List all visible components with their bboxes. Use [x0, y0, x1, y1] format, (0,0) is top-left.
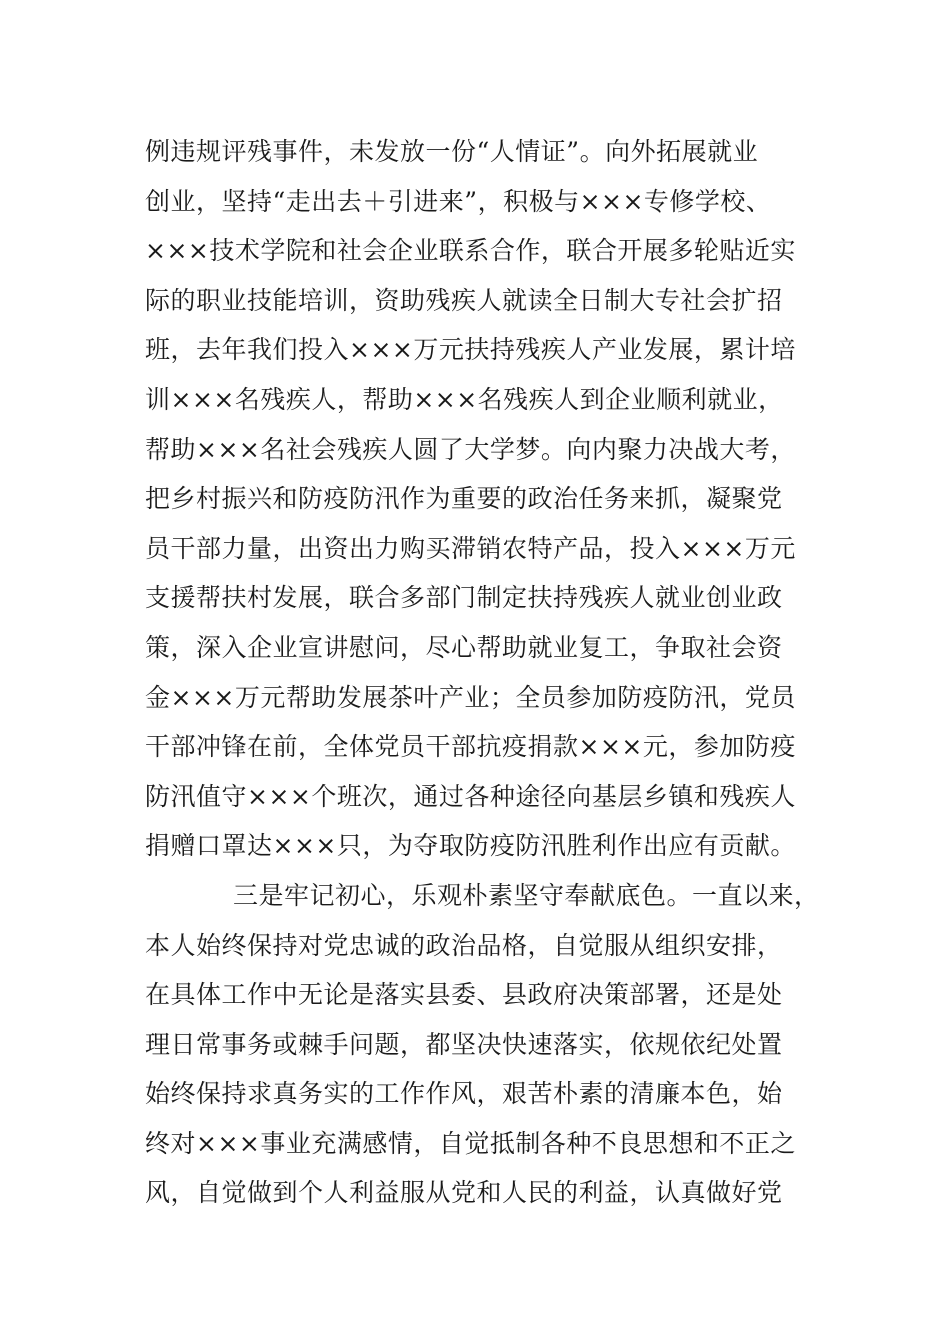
text-line: 例违规评残事件，未发放一份“人情证”。向外拓展就业	[145, 137, 759, 166]
text-line: 帮助×××名社会残疾人圆了大学梦。向内聚力决战大考，	[145, 434, 796, 464]
text-line: 支援帮扶村发展，联合多部门制定扶持残疾人就业创业政	[145, 583, 783, 613]
text-line: 干部冲锋在前，全体党员干部抗疫捐款×××元，参加防疫	[145, 732, 796, 762]
text-line: 训×××名残疾人，帮助×××名残疾人到企业顺利就业，	[145, 384, 784, 414]
paragraph-1	[145, 127, 825, 871]
text-line: 风，自觉做到个人利益服从党和人民的利益，认真做好党	[145, 1178, 783, 1208]
text-line: 理日常事务或棘手问题，都坚决快速落实，依规依纪处置	[145, 1029, 783, 1059]
text-line: 终对×××事业充满感情，自觉抵制各种不良思想和不正之	[145, 1128, 796, 1158]
paragraph-2	[145, 871, 825, 1218]
text-line: 员干部力量，出资出力购买滞销农特产品，投入×××万元	[145, 533, 796, 563]
text-line: 策，深入企业宣讲慰问，尽心帮助就业复工，争取社会资	[145, 632, 783, 662]
text-line: 捐赠口罩达×××只，为夺取防疫防汛胜利作出应有贡献。	[145, 831, 796, 861]
body-text	[145, 127, 825, 1218]
text-line: 把乡村振兴和防疫防汛作为重要的政治任务来抓，凝聚党	[145, 484, 783, 514]
text-line: 班，去年我们投入×××万元扶持残疾人产业发展，累计培	[145, 335, 796, 365]
text-line: 金×××万元帮助发展茶叶产业；全员参加防疫防汛，党员	[145, 682, 796, 712]
text-line: 在具体工作中无论是落实县委、县政府决策部署，还是处	[145, 980, 783, 1010]
text-line: ×××技术学院和社会企业联系合作，联合开展多轮贴近实	[145, 236, 796, 266]
text-line: 创业，坚持“走出去＋引进来”，积极与×××专修学校、	[145, 186, 772, 216]
text-line: 际的职业技能培训，资助残疾人就读全日制大专社会扩招	[145, 285, 783, 315]
text-line: 始终保持求真务实的工作作风，艰苦朴素的清廉本色，始	[145, 1079, 783, 1109]
text-line: 防汛值守×××个班次，通过各种途径向基层乡镇和残疾人	[145, 781, 796, 811]
text-line-indented: 三是牢记初心，乐观朴素坚守奉献底色。一直以来，	[233, 880, 820, 910]
text-line: 本人始终保持对党忠诚的政治品格，自觉服从组织安排，	[145, 930, 783, 960]
